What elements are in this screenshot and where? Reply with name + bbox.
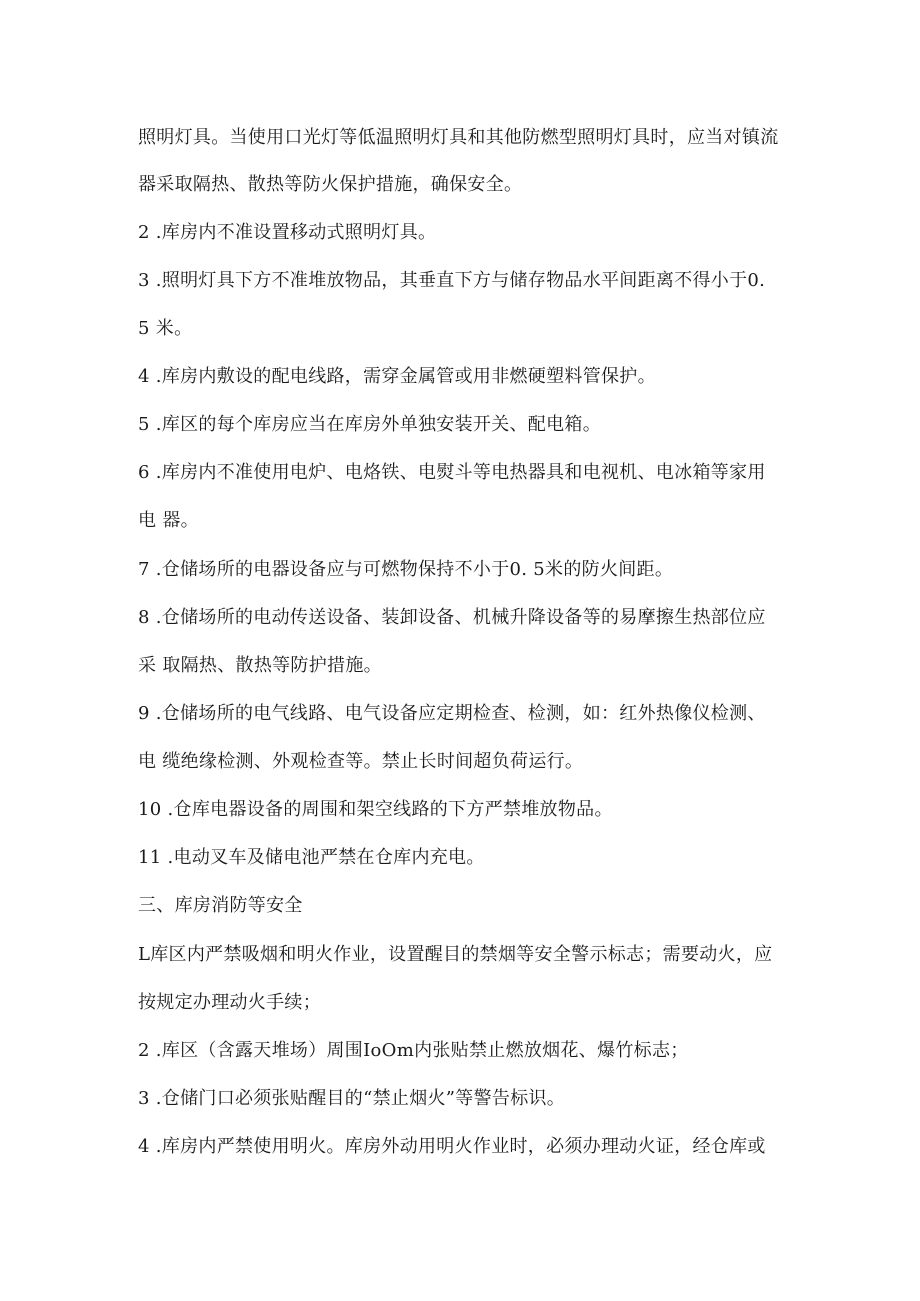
text-line: 5 米。 [138,318,193,339]
text-line: 3 .照明灯具下方不准堆放物品，其垂直下方与储存物品水平间距离不得小于0. [138,270,766,291]
text-line: 照明灯具。当使用口光灯等低温照明灯具和其他防燃型照明灯具时，应当对镇流 [138,127,779,148]
text-line: 11 .电动叉车及储电池严禁在仓库内充电。 [138,847,485,868]
text-line: 按规定办理动火手续； [138,992,321,1013]
text-line: 电 器。 [138,510,199,531]
section-heading: 三、库房消防等安全 [138,895,303,916]
text-line: 10 .仓库电器设备的周围和架空线路的下方严禁堆放物品。 [138,799,613,820]
text-line: 采 取隔热、散热等防护措施。 [138,655,382,676]
text-line: 电 缆绝缘检测、外观检查等。禁止长时间超负荷运行。 [138,751,584,772]
text-line: L库区内严禁吸烟和明火作业，设置醒目的禁烟等安全警示标志；需要动火，应 [138,944,773,965]
text-line: 4 .库房内严禁使用明火。库房外动用明火作业时，必须办理动火证，经仓库或 [138,1136,766,1157]
text-line: 6 .库房内不准使用电炉、电烙铁、电熨斗等电热器具和电视机、电冰箱等家用 [138,462,766,483]
text-line: 器采取隔热、散热等防火保护措施，确保安全。 [138,174,523,195]
text-line: 9 .仓储场所的电气线路、电气设备应定期检查、检测，如：红外热像仪检测、 [138,703,766,724]
text-line: 3 .仓储门口必须张贴醒目的“禁止烟火”等警告标识。 [138,1088,566,1109]
text-line: 7 .仓储场所的电器设备应与可燃物保持不小于0. 5米的防火间距。 [138,559,674,580]
text-line: 5 .库区的每个库房应当在库房外单独安装开关、配电箱。 [138,414,601,435]
text-line: 2 .库区（含露天堆场）周围IoOm内张贴禁止燃放烟花、爆竹标志； [138,1040,689,1061]
text-line: 2 .库房内不准设置移动式照明灯具。 [138,222,437,243]
text-line: 4 .库房内敷设的配电线路，需穿金属管或用非燃硬塑料管保护。 [138,366,656,387]
text-line: 8 .仓储场所的电动传送设备、装卸设备、机械升降设备等的易摩擦生热部位应 [138,607,766,628]
